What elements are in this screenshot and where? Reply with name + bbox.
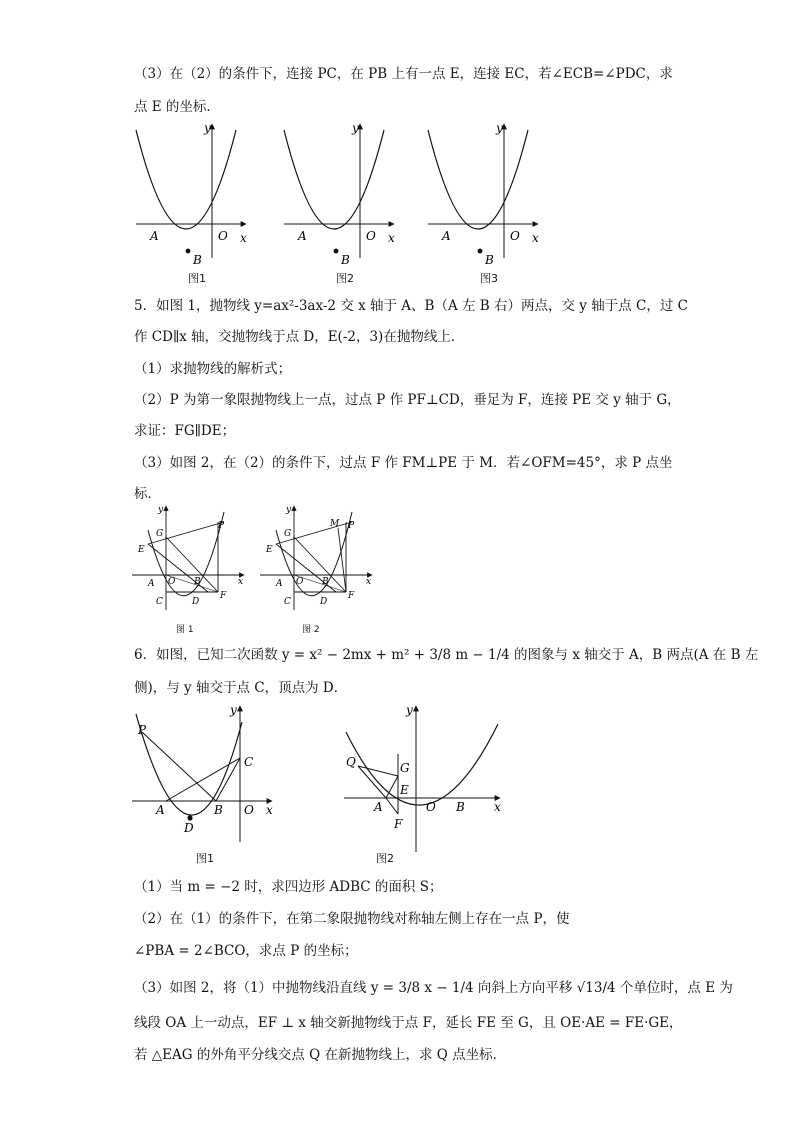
p5-caption-2: 图 2	[302, 625, 320, 635]
p5-fig1-F: F	[220, 591, 227, 601]
p4-fig3	[428, 121, 539, 267]
p5-fig2-F: F	[348, 591, 355, 601]
p6-fig2-x: x	[494, 800, 501, 814]
p6-fig1-D: D	[184, 821, 194, 835]
p4-fig1-y: y	[204, 121, 211, 135]
p4-fig2-A: A	[298, 229, 307, 243]
p6-line1: 6．如图，已知二次函数 y = x² − 2mx + m² + 3/8 m − 1/4 的图象与 x 轴交于 A，B 两点(A 在 B 左	[134, 647, 759, 663]
p6-fig1-B: B	[214, 803, 223, 817]
p5-fig1-P: P	[218, 521, 225, 531]
p5-fig2-P: P	[348, 521, 355, 531]
p6-fig2-A: A	[374, 800, 383, 814]
p5-fig1-O: O	[168, 577, 176, 587]
p5-fig2-B: B	[322, 577, 329, 587]
p5-fig2-O: O	[296, 577, 304, 587]
p4-caption-3: 图3	[480, 272, 498, 285]
p5-fig1-G: G	[156, 529, 164, 539]
p6-part2-line1: （2）在（1）的条件下，在第二象限抛物线对称轴左侧上存在一点 P，使	[134, 911, 570, 927]
p6-figures	[126, 702, 506, 872]
p6-fig1-P: P	[138, 723, 147, 737]
p5-fig1-B: B	[194, 577, 201, 587]
p5-fig1-D: D	[192, 597, 200, 607]
p4-fig3-A: A	[442, 229, 451, 243]
p5-part3-line2: 标．	[134, 486, 161, 502]
p6-fig2-y: y	[406, 703, 413, 717]
p4-fig2-x: x	[388, 231, 395, 245]
p4-fig3-B: B	[485, 253, 494, 267]
p5-fig1-A: A	[148, 579, 155, 589]
p4-fig2-y: y	[352, 121, 359, 135]
p5-part1: （1）求抛物线的解析式；	[134, 361, 292, 377]
p4-fig1-O: O	[218, 229, 228, 243]
p6-fig2-O: O	[426, 800, 436, 814]
p5-fig2-C: C	[284, 597, 291, 607]
p6-fig2-G: G	[400, 761, 410, 775]
p6-caption-2: 图2	[376, 852, 394, 865]
p4-fig2	[284, 121, 395, 267]
p4-fig3-x: x	[532, 231, 539, 245]
p5-fig1-E: E	[138, 545, 145, 555]
p6-fig1	[132, 703, 273, 842]
p5-fig1-C: C	[156, 597, 163, 607]
p6-line2: 侧)，与 y 轴交于点 C，顶点为 D．	[134, 680, 348, 696]
p4-part3-line2: 点 E 的坐标．	[134, 99, 220, 115]
p5-fig2	[260, 505, 372, 610]
p6-fig2-E: E	[400, 783, 409, 797]
p6-fig1-O: O	[244, 803, 254, 817]
p4-figures	[120, 118, 560, 268]
p6-fig2	[344, 703, 501, 852]
p5-fig2-x: x	[366, 577, 372, 587]
p6-fig1-C: C	[244, 755, 254, 769]
p6-fig1-y: y	[230, 703, 237, 717]
p6-part3-line1: （3）如图 2，将（1）中抛物线沿直线 y = 3/8 x − 1/4 向斜上方向平移 √13/4 个单位时，点 E 为	[134, 980, 733, 996]
p6-part2-line2: ∠PBA = 2∠BCO，求点 P 的坐标；	[134, 943, 358, 959]
p4-caption-1: 图1	[188, 272, 206, 285]
p6-part3-line3: 若 △EAG 的外角平分线交点 Q 在新抛物线上，求 Q 点坐标．	[134, 1047, 507, 1063]
p5-fig2-E: E	[266, 545, 273, 555]
p4-fig2-O: O	[366, 229, 376, 243]
p4-fig2-B: B	[341, 253, 350, 267]
p5-line1: 5．如图 1，抛物线 y=ax²-3ax-2 交 x 轴于 A、B（A 左 B 右）两点，交 y 轴于点 C，过 C	[134, 298, 688, 314]
p5-fig2-D: D	[320, 597, 328, 607]
p6-fig2-Q: Q	[346, 755, 356, 769]
p4-fig1-B: B	[193, 253, 202, 267]
p4-caption-2: 图2	[336, 272, 354, 285]
p5-fig2-y: y	[286, 505, 292, 515]
p5-fig1-y: y	[158, 505, 164, 515]
p5-fig1	[132, 505, 244, 610]
p4-fig1-x: x	[240, 231, 247, 245]
p6-fig2-B: B	[456, 800, 465, 814]
p6-fig2-F: F	[394, 817, 403, 831]
p5-part2-line2: 求证：FG∥DE；	[134, 423, 236, 439]
p5-fig1-x: x	[238, 577, 244, 587]
p6-fig1-x: x	[266, 803, 273, 817]
p6-caption-1: 图1	[196, 852, 214, 865]
p6-fig1-A: A	[156, 803, 165, 817]
p4-part3-line1: （3）在（2）的条件下，连接 PC，在 PB 上有一点 E，连接 EC，若∠ECB=∠PDC，求	[134, 66, 673, 82]
p5-part3-line1: （3）如图 2，在（2）的条件下，过点 F 作 FM⊥PE 于 M．若∠OFM=45°，求 P 点坐	[134, 455, 673, 471]
p5-fig2-A: A	[276, 579, 283, 589]
p5-fig2-G: G	[284, 529, 292, 539]
p5-caption-1: 图 1	[176, 625, 194, 635]
p4-fig3-y: y	[496, 121, 503, 135]
p4-fig3-O: O	[510, 229, 520, 243]
p4-fig1	[136, 121, 247, 267]
p5-figures	[126, 500, 386, 620]
p4-fig1-A: A	[150, 229, 159, 243]
p5-part2-line1: （2）P 为第一象限抛物线上一点，过点 P 作 PF⊥CD，垂足为 F，连接 PE 交 y 轴于 G，	[134, 392, 681, 408]
p5-fig2-M: M	[330, 519, 340, 529]
p5-line2: 作 CD∥x 轴，交抛物线于点 D，E(-2，3)在抛物线上．	[134, 329, 465, 345]
p6-part1: （1）当 m = −2 时，求四边形 ADBC 的面积 S；	[134, 879, 443, 895]
p6-part3-line2: 线段 OA 上一动点，EF ⊥ x 轴交新抛物线于点 F，延长 FE 至 G，且 OE·AE = FE·GE，	[134, 1015, 683, 1031]
